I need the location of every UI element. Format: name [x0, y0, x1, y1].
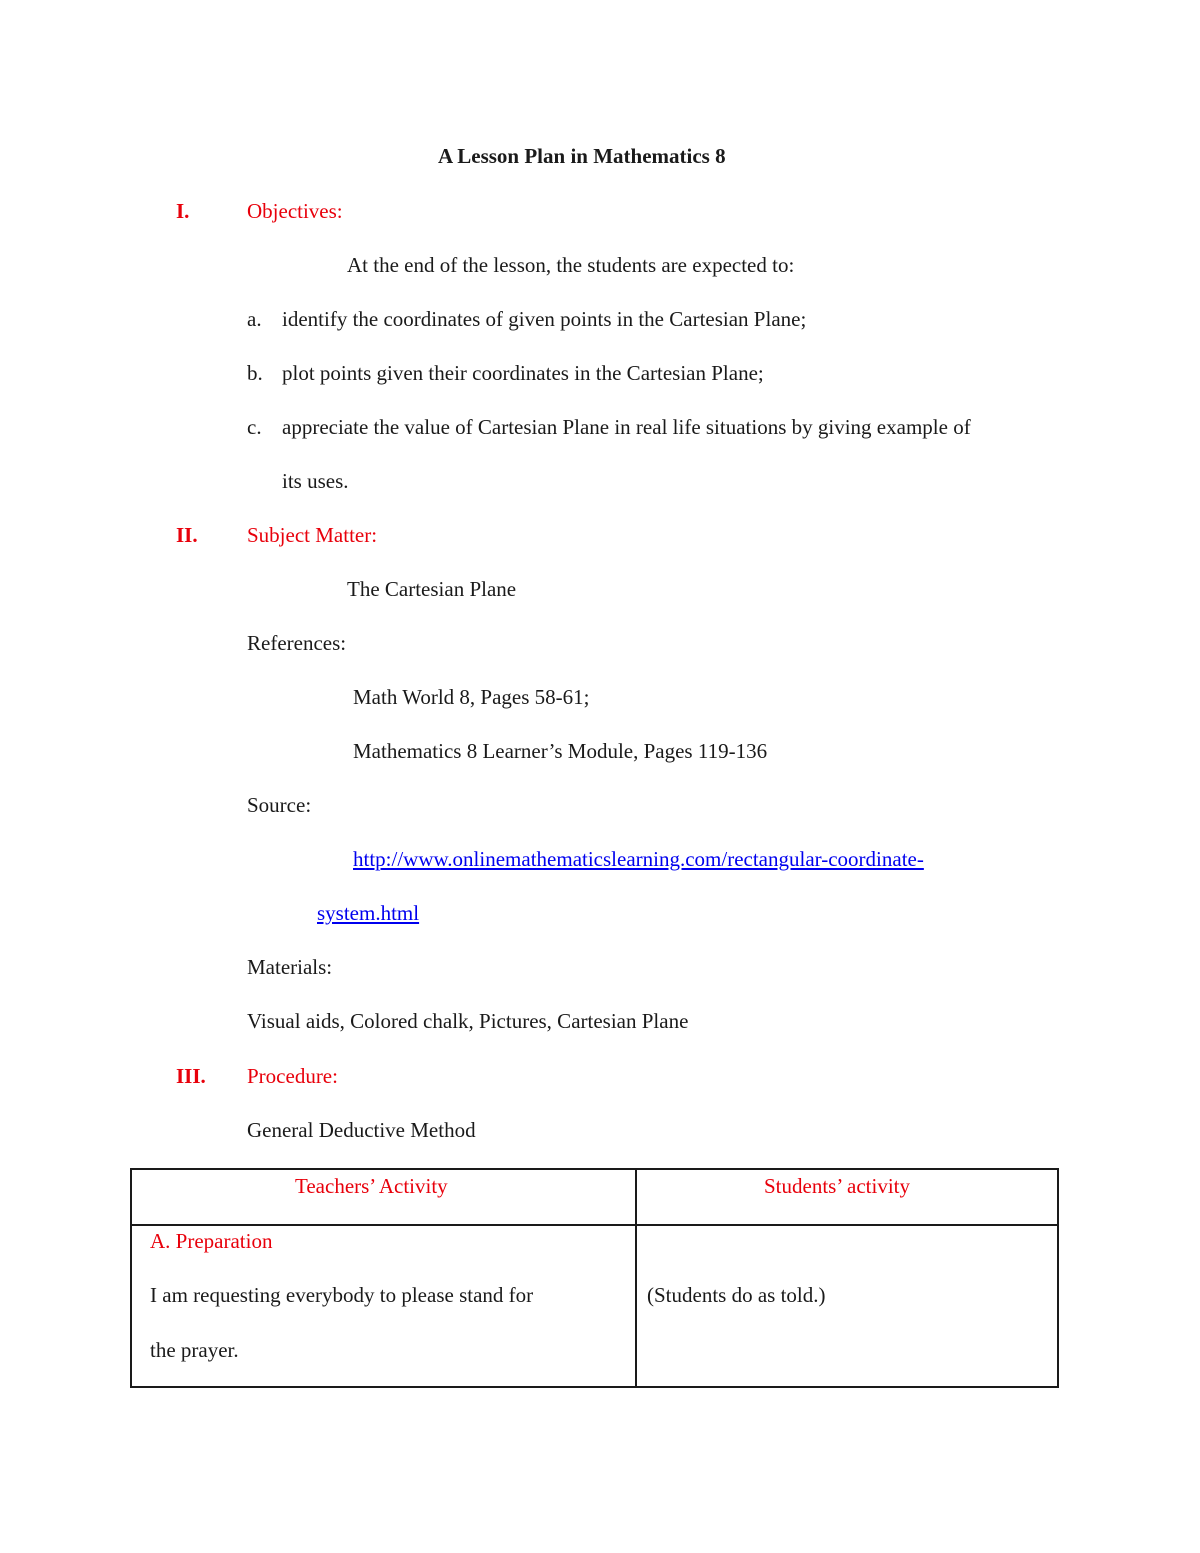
table-column-divider [635, 1170, 637, 1386]
procedure-method: General Deductive Method [247, 1118, 476, 1142]
references-label: References: [247, 631, 347, 655]
teacher-activity-text: I am requesting everybody to please stand for [150, 1283, 534, 1307]
table-header-teachers: Teachers’ Activity [295, 1174, 448, 1198]
section-numeral-objectives: I. [176, 199, 190, 223]
objective-text-b: plot points given their coordinates in the Cartesian Plane; [282, 361, 764, 385]
table-header-divider [132, 1224, 1057, 1226]
source-label: Source: [247, 793, 312, 817]
subject-topic: The Cartesian Plane [347, 577, 517, 601]
reference-item: Mathematics 8 Learner’s Module, Pages 119-136 [353, 739, 768, 763]
page-title: A Lesson Plan in Mathematics 8 [438, 144, 726, 168]
objective-text-c: appreciate the value of Cartesian Plane in real life situations by giving example of [282, 415, 971, 439]
table-header-students: Students’ activity [764, 1174, 911, 1198]
objective-marker-b: b. [247, 361, 263, 385]
activity-table [130, 1168, 1059, 1388]
source-link[interactable]: http://www.onlinemathematicslearning.com/rectangular-coordinate- [353, 847, 924, 871]
section-heading-objectives: Objectives: [247, 199, 343, 223]
source-link-continuation[interactable]: system.html [317, 901, 420, 925]
objective-marker-c: c. [247, 415, 262, 439]
section-heading-procedure: Procedure: [247, 1064, 338, 1088]
objectives-intro: At the end of the lesson, the students are expected to: [347, 253, 795, 277]
teacher-activity-text-continuation: the prayer. [150, 1338, 239, 1362]
reference-item: Math World 8, Pages 58-61; [353, 685, 590, 709]
student-activity-text: (Students do as told.) [647, 1283, 826, 1307]
objective-text-c-continuation: its uses. [282, 469, 349, 493]
section-numeral-subject-matter: II. [176, 523, 198, 547]
section-numeral-procedure: III. [176, 1064, 206, 1088]
section-heading-subject-matter: Subject Matter: [247, 523, 378, 547]
objective-marker-a: a. [247, 307, 262, 331]
objective-text-a: identify the coordinates of given points in the Cartesian Plane; [282, 307, 807, 331]
materials-label: Materials: [247, 955, 333, 979]
preparation-label: A. Preparation [150, 1229, 273, 1253]
materials-list: Visual aids, Colored chalk, Pictures, Cartesian Plane [247, 1009, 689, 1033]
